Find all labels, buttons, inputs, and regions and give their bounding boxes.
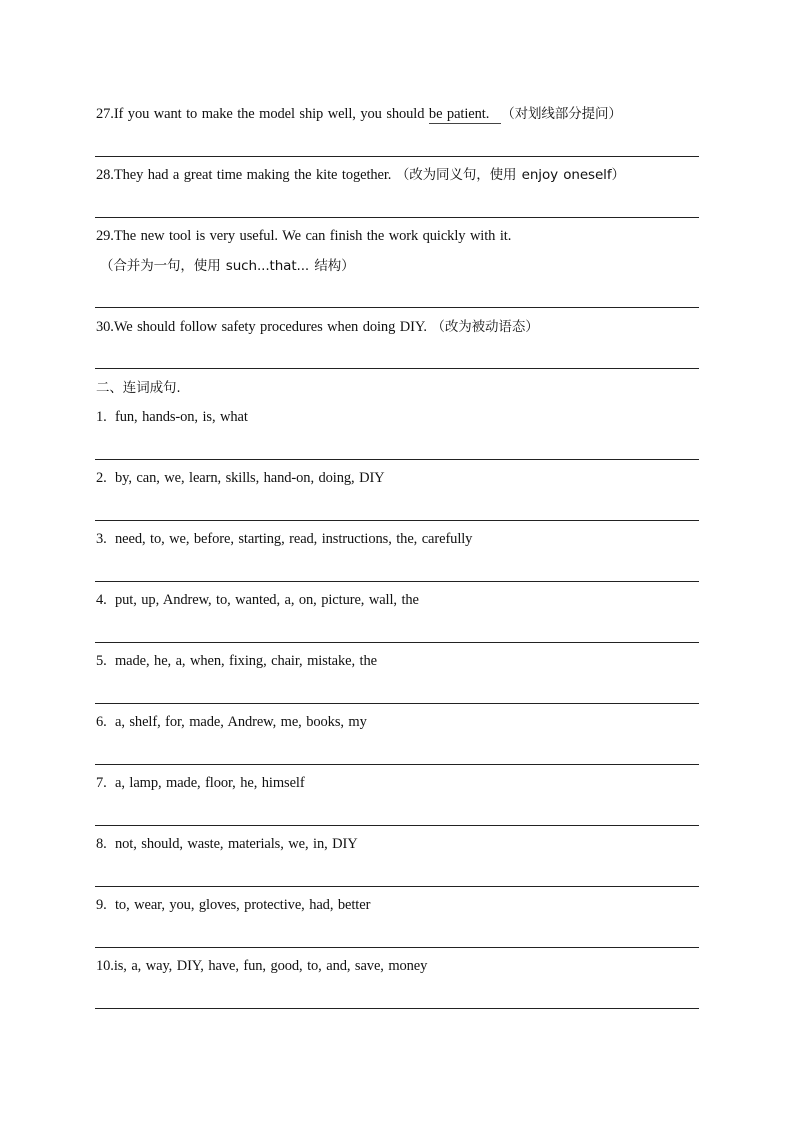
item-number: 5. [96,653,107,669]
question-29-instruction: （合并为一句，使用 such...that... 结构） [100,258,355,274]
item-words: is, a, way, DIY, have, fun, good, to, and, save, money [113,958,428,974]
answer-line-29[interactable] [95,307,699,308]
question-instruction: （改为被动语态） [431,319,539,335]
answer-line-10[interactable] [95,1008,699,1009]
question-instruction: （改为同义句，使用 enjoy oneself） [395,167,625,183]
answer-line-1[interactable] [95,459,699,460]
answer-line-4[interactable] [95,642,699,643]
question-30 [96,318,706,336]
item-words: to, wear, you, gloves, protective, had, better [115,897,371,913]
answer-line-5[interactable] [95,703,699,704]
item-number: 7. [96,775,107,791]
item-words: a, lamp, made, floor, he, himself [115,775,305,791]
sentence-item-4 [96,591,706,609]
item-words: made, he, a, when, fixing, chair, mistake, the [115,653,377,669]
question-28 [96,166,706,184]
item-number: 4. [96,592,107,608]
sentence-item-7 [96,774,706,792]
question-instruction: （对划线部分提问） [501,106,622,122]
answer-line-2[interactable] [95,520,699,521]
question-number: 30. [96,319,114,335]
answer-line-9[interactable] [95,947,699,948]
answer-line-27[interactable] [95,156,699,157]
item-number: 9. [96,897,107,913]
answer-line-7[interactable] [95,825,699,826]
item-words: not, should, waste, materials, we, in, DIY [115,836,358,852]
sentence-item-8 [96,835,706,853]
question-text: The new tool is very useful. We can finish the work quickly with it. [113,228,512,244]
answer-line-28[interactable] [95,217,699,218]
underlined-phrase: be patient. [429,106,501,124]
sentence-item-1 [96,408,706,426]
item-words: fun, hands-on, is, what [115,409,248,425]
item-words: need, to, we, before, starting, read, instructions, the, carefully [115,531,473,547]
item-number: 2. [96,470,107,486]
section-heading: 二、连词成句. [96,380,181,396]
item-number: 6. [96,714,107,730]
sentence-item-6 [96,713,706,731]
item-number: 3. [96,531,107,547]
item-words: by, can, we, learn, skills, hand-on, doing, DIY [115,470,385,486]
sentence-item-10 [96,957,706,975]
question-number: 28. [96,167,114,183]
question-text: They had a great time making the kite together. [113,167,392,183]
sentence-item-3 [96,530,706,548]
sentence-item-9 [96,896,706,914]
answer-line-6[interactable] [95,764,699,765]
answer-line-3[interactable] [95,581,699,582]
question-text: If you want to make the model ship well, you should [113,106,429,122]
question-text: We should follow safety procedures when doing DIY. [113,319,427,335]
question-27 [96,105,706,124]
item-number: 1. [96,409,107,425]
item-words: put, up, Andrew, to, wanted, a, on, picture, wall, the [115,592,419,608]
sentence-item-5 [96,652,706,670]
question-number: 27. [96,106,114,122]
item-number: 10. [96,958,114,974]
item-words: a, shelf, for, made, Andrew, me, books, my [115,714,367,730]
sentence-item-2 [96,469,706,487]
item-number: 8. [96,836,107,852]
question-number: 29. [96,228,114,244]
answer-line-30[interactable] [95,368,699,369]
question-29 [96,227,706,245]
answer-line-8[interactable] [95,886,699,887]
